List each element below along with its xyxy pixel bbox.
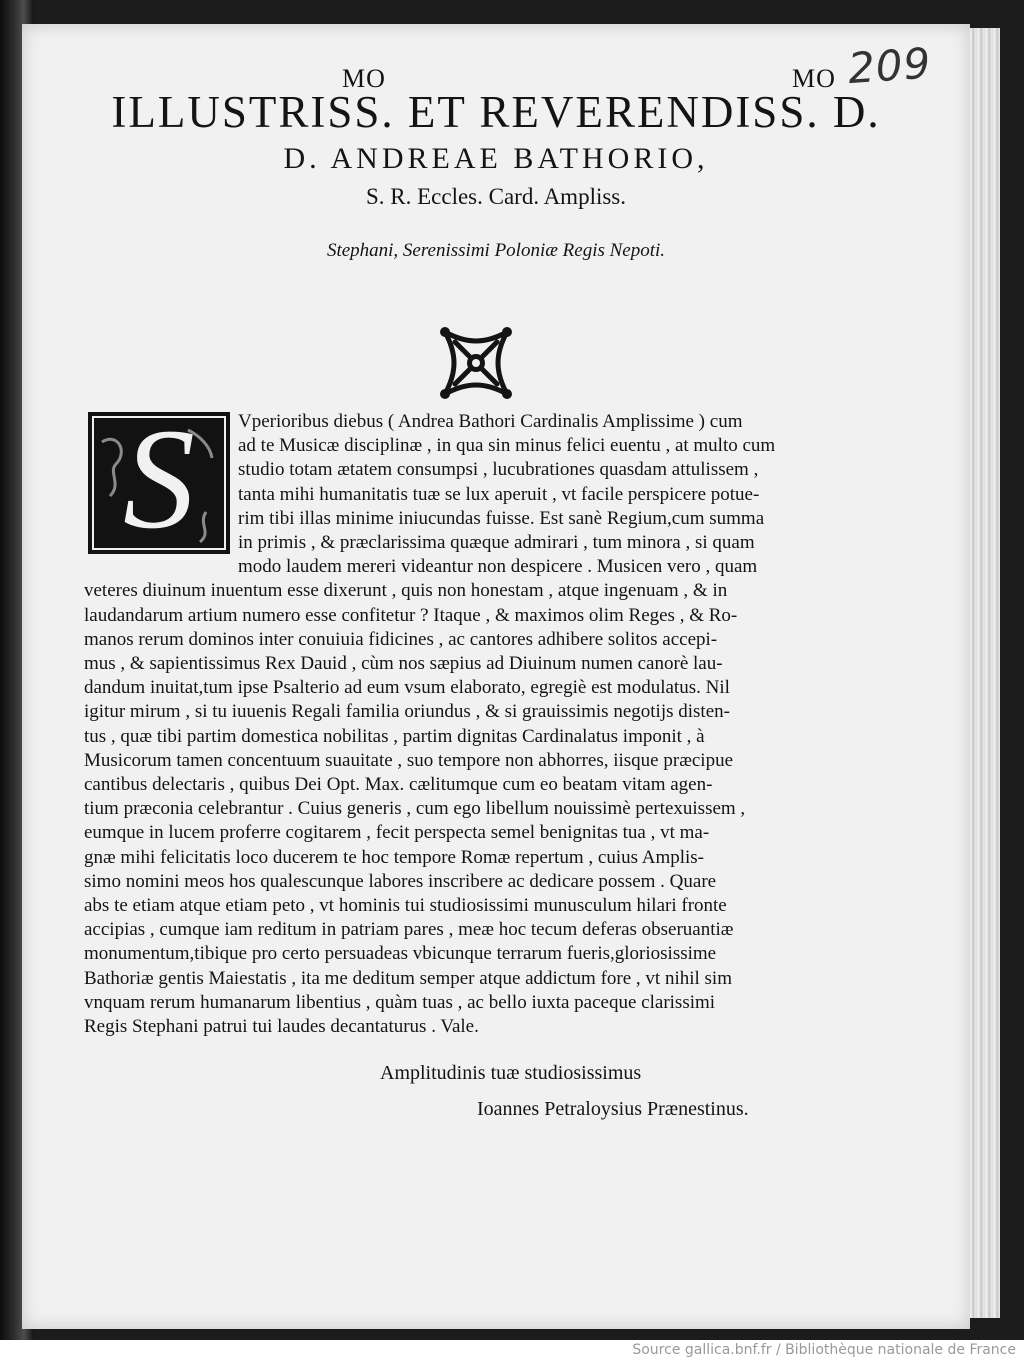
document-page — [22, 24, 970, 1329]
body-line: monumentum,tibique pro certo persuadeas vbicunque terrarum fueris,gloriosissime — [84, 943, 717, 964]
body-line: mus , & sapientissimus Rex Dauid , cùm nos sæpius ad Diuinum numen canorè lau- — [84, 653, 723, 674]
superscript-left: MO — [342, 64, 386, 93]
body-line: Musicorum tamen concentuum suauitate , suo tempore non abhorres, iisque præcipue — [84, 750, 734, 771]
body-line: Regis Stephani patrui tui laudes decantaturus . Vale. — [84, 1016, 479, 1037]
fleuron-ornament-icon — [437, 324, 515, 402]
body-line: studio totam ætatem consumpsi , lucubrationes quasdam attulissem , — [238, 459, 759, 480]
body-line: gnæ mihi felicitatis loco ducerem te hoc tempore Romæ repertum , cuius Amplis- — [84, 847, 705, 868]
body-line: rim tibi illas minime iniucundas fuisse. Est sanè Regium,cum summa — [238, 508, 765, 529]
body-line: in primis , & præclarissima quæque admirari , tum minora , si quam — [238, 532, 755, 553]
decorated-initial — [88, 400, 230, 559]
body-line: tanta mihi humanitatis tuæ se lux aperuit , vt facile perspicere potue- — [238, 484, 760, 505]
body-line: ad te Musicæ disciplinæ , in qua sin minus felici euentu , at multo cum — [238, 435, 776, 456]
body-line: veteres diuinum inuentum esse dixerunt , quis non honestam , atque ingenuam , & in — [84, 580, 728, 601]
superscript-right: MO — [792, 64, 836, 93]
dedication-title: ILLUSTRISS. ET REVERENDISS. D. — [111, 87, 881, 137]
source-credit: Source gallica.bnf.fr / Bibliothèque nationale de France — [632, 1342, 1016, 1358]
folio-number: 209 — [846, 38, 933, 94]
body-line: vnquam rerum humanarum libentius , quàm tuas , ac bello iuxta paceque clarissimi — [84, 992, 716, 1013]
dedicatee-rank: S. R. Eccles. Card. Ampliss. — [365, 184, 627, 209]
signature-author: Ioannes Petraloysius Prænestinus. — [477, 1098, 749, 1120]
body-line: accipias , cumque iam reditum in patriam pares , meæ hoc tecum deferas obseruantiæ — [84, 919, 734, 940]
body-line: laudandarum artium numero esse confitetur ? Itaque , & maximos olim Reges , & Ro- — [84, 605, 738, 626]
body-line: igitur mirum , si tu iuuenis Regali familia oriundus , & si grauissimis negotijs disten- — [84, 701, 730, 722]
body-line: cantibus delectaris , quibus Dei Opt. Max. cælitumque cum eo beatam vitam agen- — [84, 774, 713, 795]
body-line: Vperioribus diebus ( Andrea Bathori Cardinalis Amplissime ) cum — [238, 411, 743, 432]
body-line: eumque in lucem proferre cogitarem , fecit perspecta semel benignitas tua , vt ma- — [84, 822, 710, 843]
body-line: manos rerum dominos inter conuiuia fidicines , ac cantores adhibere solitos accepi- — [84, 629, 718, 650]
dedicatee-name: D. ANDREAE BATHORIO, — [283, 142, 709, 175]
body-line: modo laudem mereri videantur non despicere . Musicen vero , quam — [238, 556, 758, 577]
initial-letter: S — [123, 400, 195, 559]
body-line: abs te etiam atque etiam peto , vt hominis tui studiosissimi munusculum hilari fronte — [84, 895, 727, 916]
dedicatee-relation: Stephani, Serenissimi Poloniæ Regis Nepoti. — [326, 240, 666, 261]
body-line: simo nomini meos hos qualescunque labores inscribere ac dedicare possem . Quare — [84, 871, 717, 892]
body-line: Bathoriæ gentis Maiestatis , ita me deditum semper atque addictum fore , vt nihil sim — [84, 968, 732, 989]
body-line: tium præconia celebrantur . Cuius generis , cum ego libellum nouissimè pertexuissem , — [84, 798, 746, 819]
signature-closing: Amplitudinis tuæ studiosissimus — [380, 1062, 642, 1084]
body-line: dandum inuitat,tum ipse Psalterio ad eum vsum elaborato, egregiè est modulatus. Nil — [84, 677, 730, 698]
body-line: tus , quæ tibi partim domestica nobilitas , partim dignitas Cardinalatus imponit , à — [84, 726, 705, 747]
